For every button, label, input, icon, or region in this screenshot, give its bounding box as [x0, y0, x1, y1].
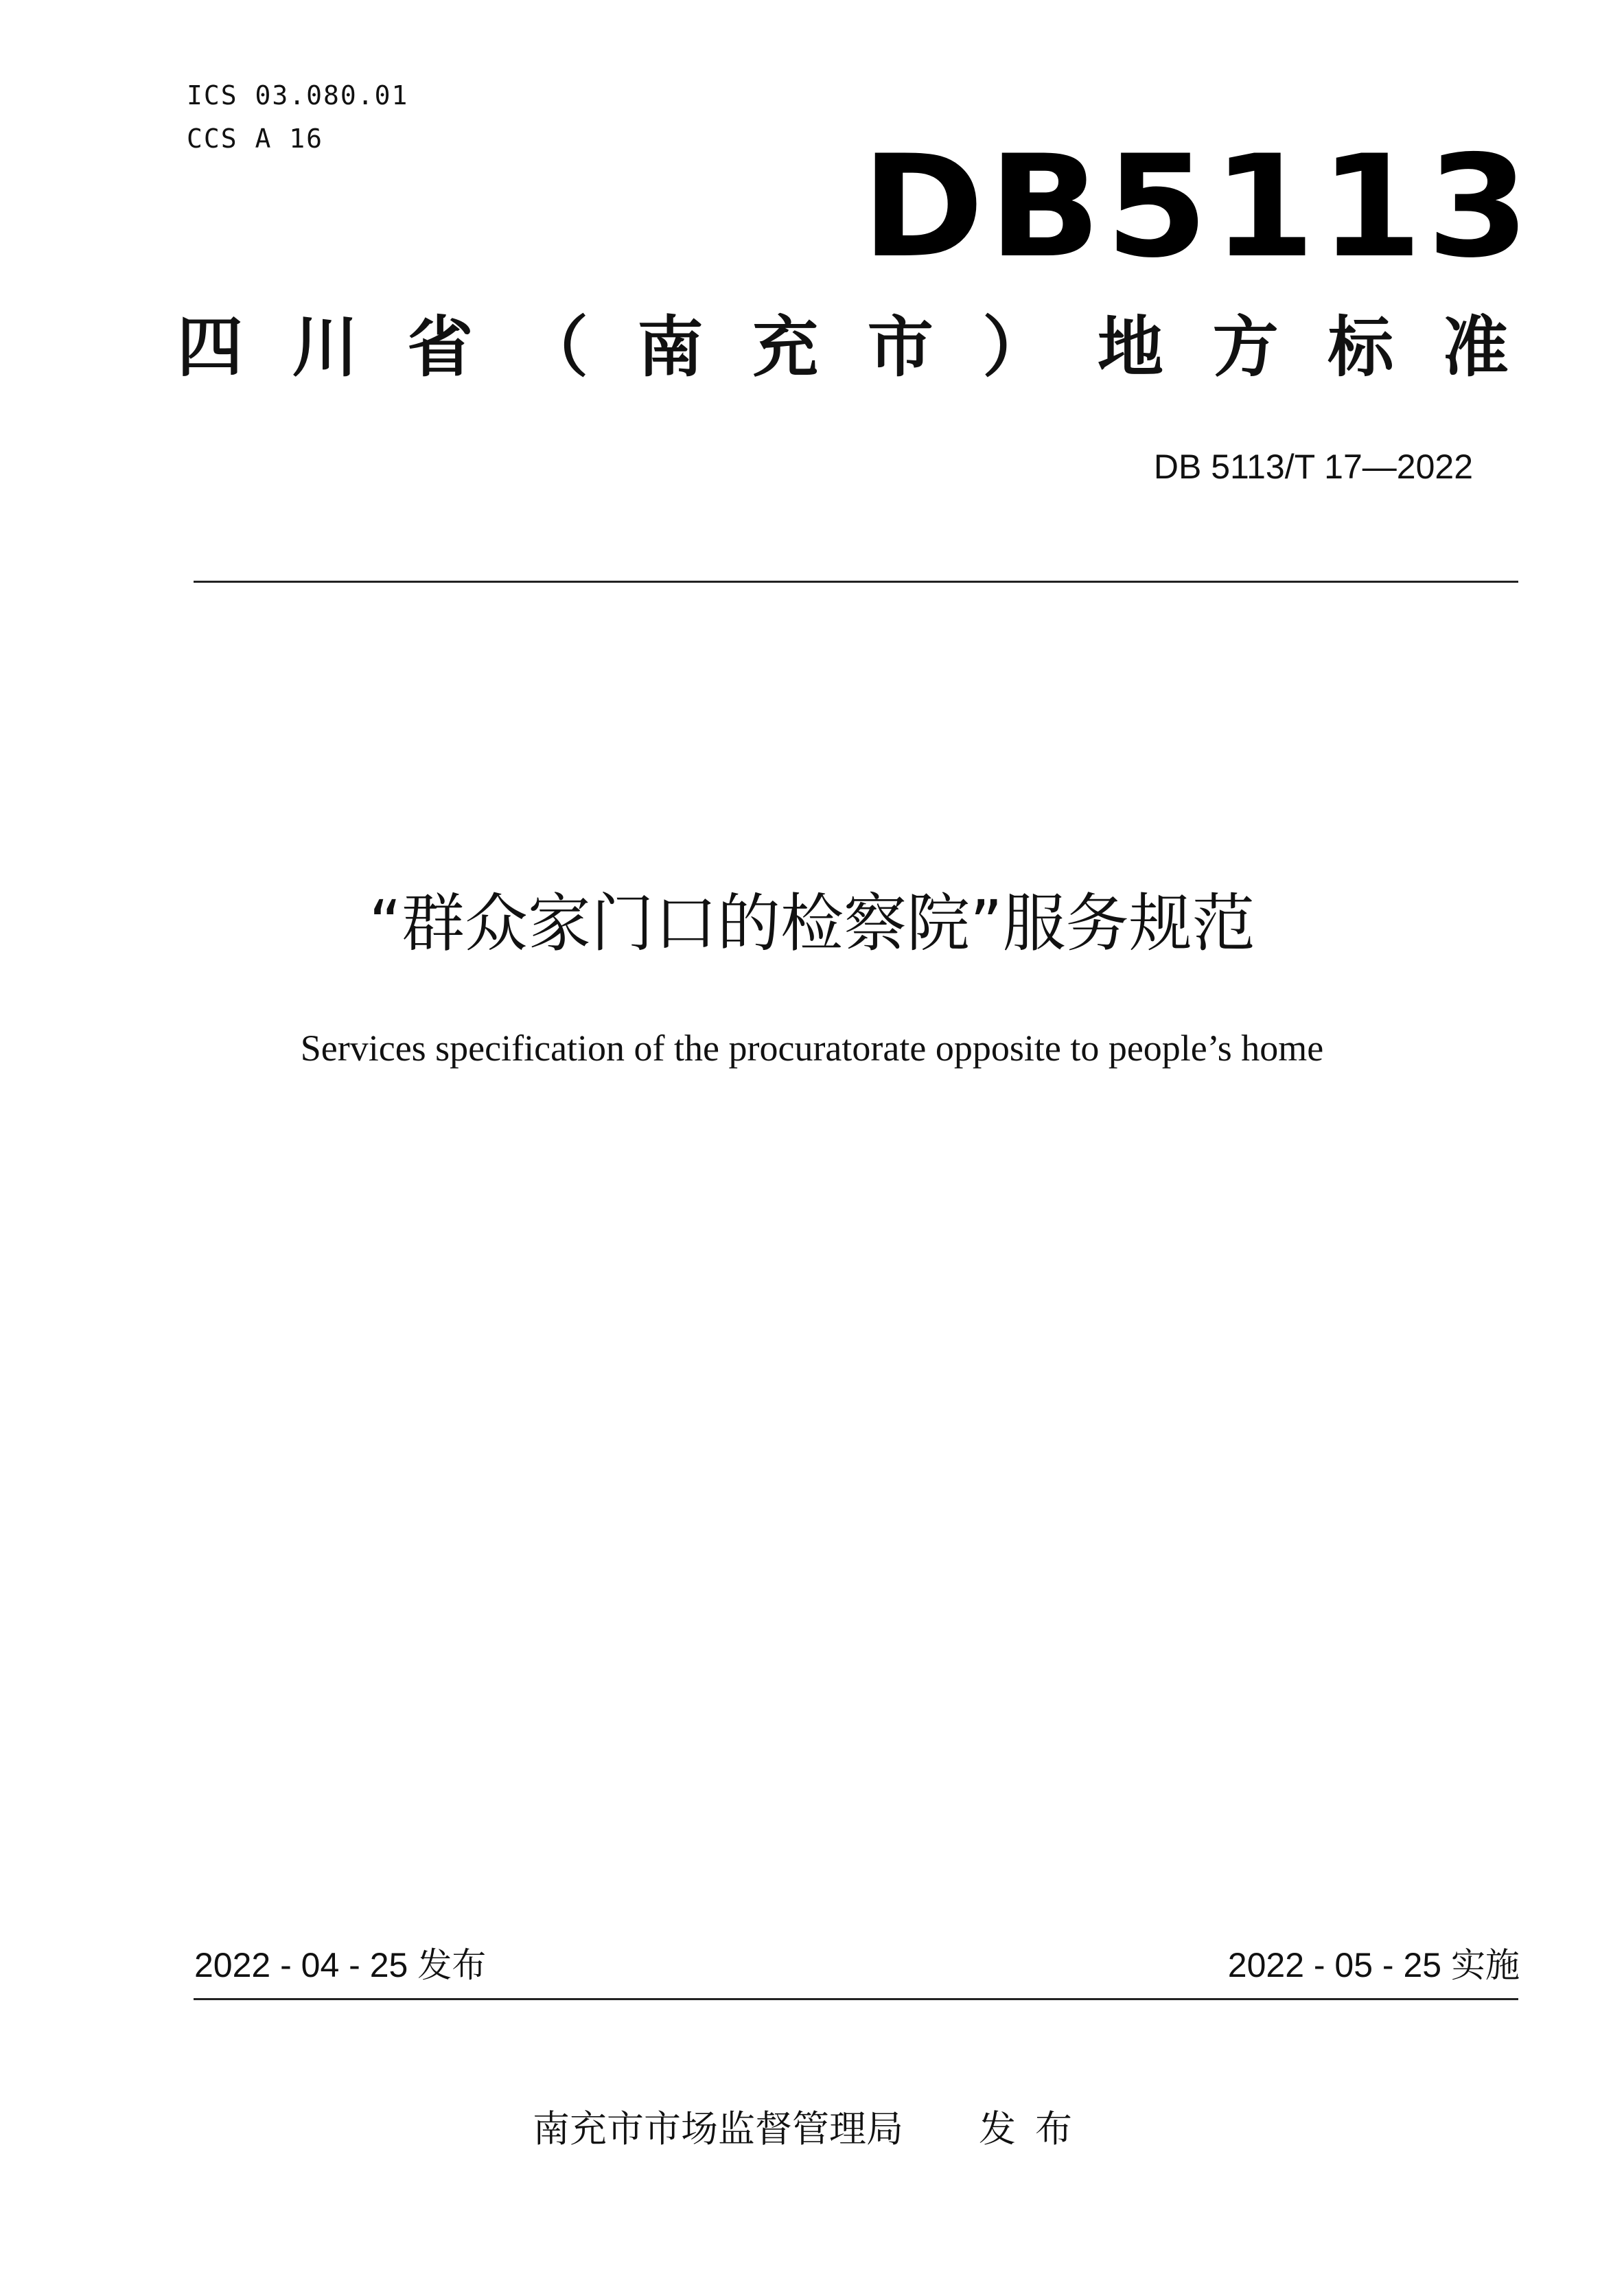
standard-type-char: 市 — [867, 309, 933, 386]
publisher-line — [0, 2107, 1624, 2150]
publisher-name: 南充市市场监督管理局 — [533, 2107, 903, 2150]
standard-type-char: ） — [982, 309, 1049, 386]
ics-code: ICS 03.080.01 — [187, 80, 409, 111]
bottom-divider — [194, 1998, 1518, 2000]
standard-type-char: 准 — [1442, 309, 1509, 386]
standard-type-char: 标 — [1327, 309, 1394, 386]
top-divider — [194, 581, 1518, 583]
title-english: Services specification of the procuratorate opposite to people’s home — [300, 1028, 1324, 1069]
implementation-date: 2022 - 05 - 25 实施 — [1227, 1946, 1520, 1984]
standard-type-char: （ — [522, 309, 588, 386]
standard-type-char: 方 — [1212, 309, 1279, 386]
ccs-code: CCS A 16 — [187, 124, 324, 154]
title-chinese: “群众家门口的检察院”服务规范 — [369, 887, 1255, 960]
publish-verb: 发布 — [979, 2107, 1091, 2150]
standard-number: DB 5113/T 17—2022 — [1153, 448, 1473, 486]
standard-type-char: 地 — [1098, 309, 1163, 386]
standard-type-char: 川 — [292, 309, 358, 386]
standard-type — [177, 309, 1509, 386]
standard-type-char: 南 — [637, 309, 704, 386]
standard-type-char: 省 — [407, 309, 474, 386]
issue-date: 2022 - 04 - 25 发布 — [194, 1946, 487, 1984]
standard-type-char: 充 — [752, 309, 819, 386]
standard-mark: DB5113 — [861, 126, 1534, 289]
standard-type-char: 四 — [177, 309, 243, 386]
